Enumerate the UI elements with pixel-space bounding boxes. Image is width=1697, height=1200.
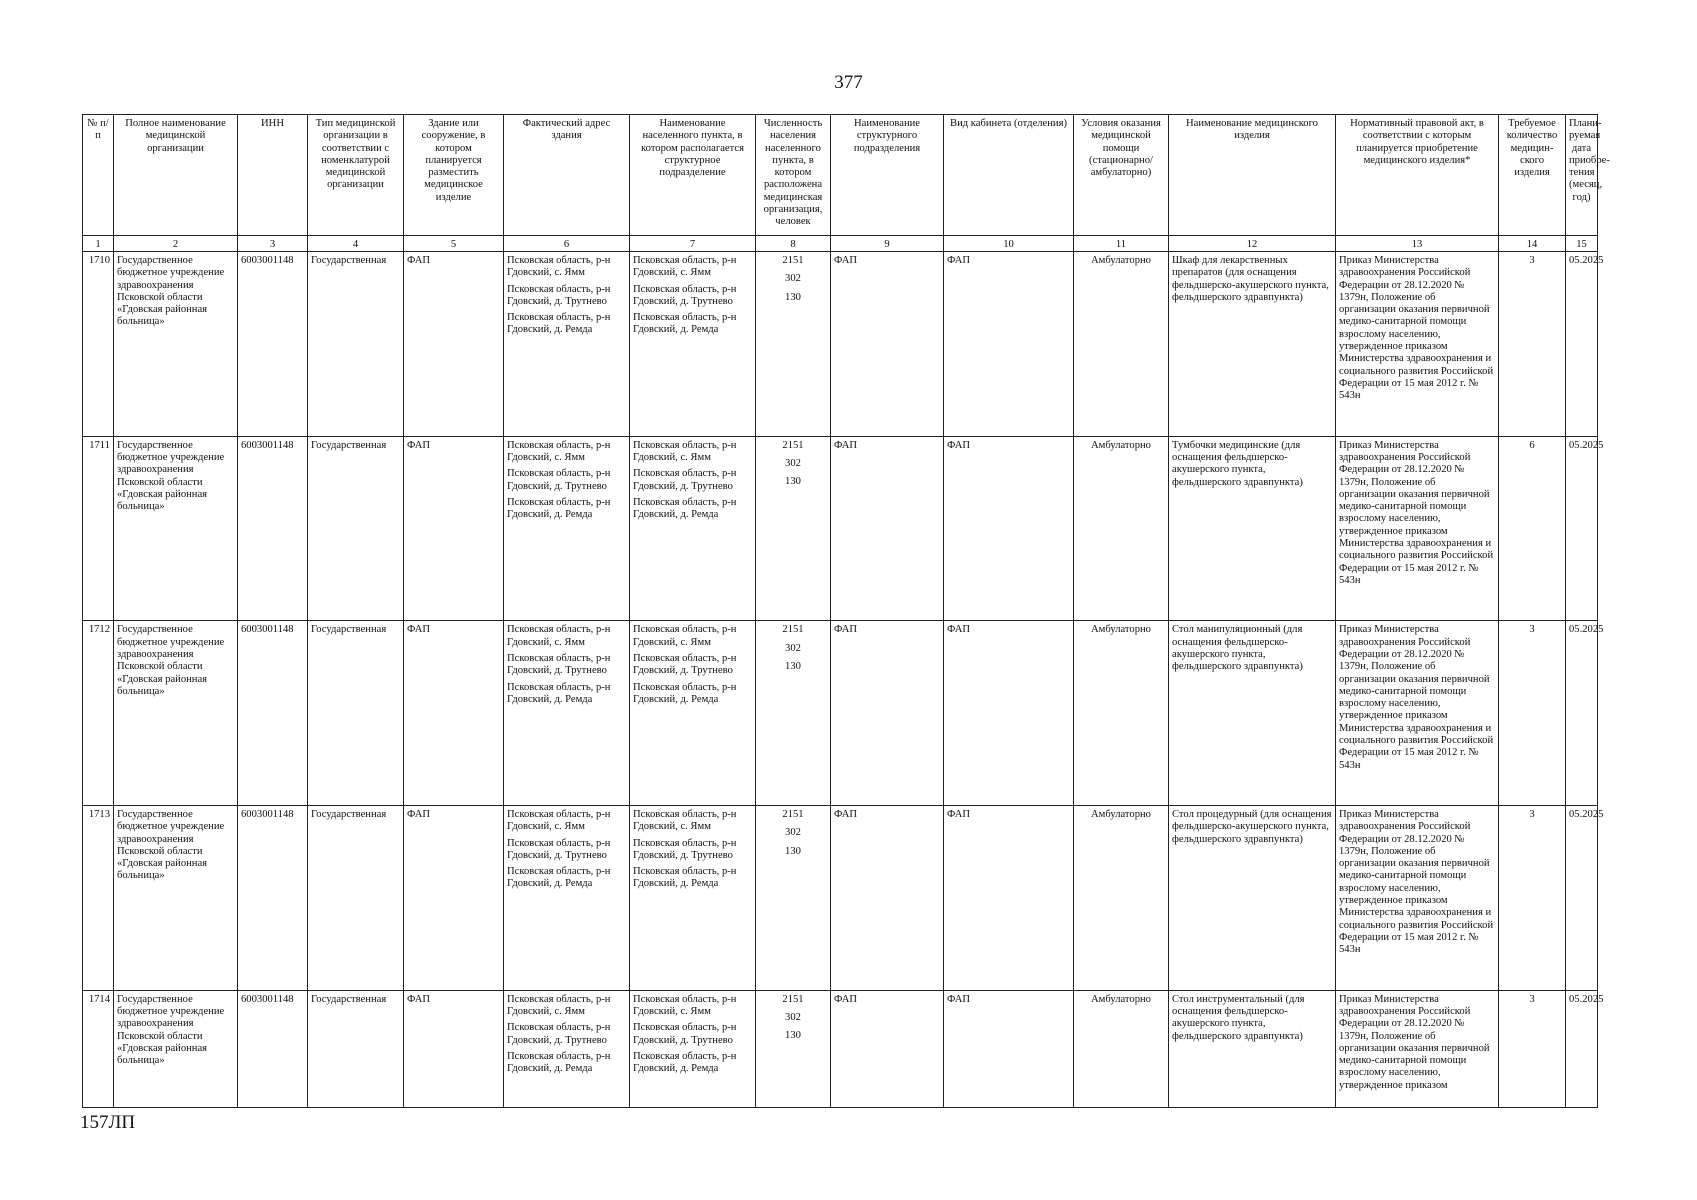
- row-number-cell: 1714: [83, 990, 114, 1107]
- subdivision-cell: ФАП: [831, 252, 944, 437]
- inn-cell: 6003001148: [238, 436, 308, 621]
- organization-cell: Государственное бюджетное учреждение здравоохранения Псковской области «Гдовская районная больница»: [114, 805, 238, 990]
- header-cell: Полное наименование медицинской организации: [114, 115, 238, 236]
- inn-cell: 6003001148: [238, 990, 308, 1107]
- organization-type-cell: Государственная: [308, 436, 404, 621]
- settlement-cell: [630, 436, 756, 621]
- address-cell: [504, 990, 630, 1107]
- building-cell: ФАП: [404, 805, 504, 990]
- page-number: 377: [834, 72, 863, 93]
- population-value: 2151: [782, 624, 804, 636]
- row-number-cell: 1710: [83, 252, 114, 437]
- building-cell: ФАП: [404, 436, 504, 621]
- population-value: 302: [785, 273, 801, 285]
- row-number-cell: 1712: [83, 621, 114, 806]
- settlement-line: Псковская область, р-н Гдовский, д. Ремда: [633, 312, 737, 336]
- table-row: [83, 805, 1598, 990]
- address-line: Псковская область, р-н Гдовский, с. Ямм: [507, 993, 611, 1017]
- footer-code: 157ЛП: [80, 1112, 136, 1133]
- settlement-line: Псковская область, р-н Гдовский, д. Трутнево: [633, 1022, 737, 1046]
- row-number-cell: 1711: [83, 436, 114, 621]
- header-cell: Условия оказания медицинской помощи (стационарно/ амбулаторно): [1074, 115, 1169, 236]
- settlement-line: Псковская область, р-н Гдовский, д. Ремда: [633, 1050, 737, 1075]
- population-value: 2151: [782, 993, 804, 1005]
- column-number: 15: [1566, 236, 1598, 252]
- address-cell: [504, 252, 630, 437]
- table-row: [83, 436, 1598, 621]
- building-cell: ФАП: [404, 252, 504, 437]
- conditions-cell: Амбулаторно: [1074, 990, 1169, 1107]
- column-number: 5: [404, 236, 504, 252]
- conditions-cell: Амбулаторно: [1074, 252, 1169, 437]
- population-value: 2151: [782, 439, 804, 451]
- settlement-line: Псковская область, р-н Гдовский, с. Ямм: [633, 624, 737, 648]
- address-cell: [504, 805, 630, 990]
- table-header: [83, 115, 1610, 252]
- table-row: [83, 252, 1598, 437]
- legal-act-cell: Приказ Министерства здравоохранения Российской Федерации от 28.12.2020 № 1379н, Положение об организации оказания первичной медико-санитарной помощи взрослому населению, утвержденное приказом Министерства здравоохранения и социального развития Российской Федерации от 15 мая 2012 г. № 543н: [1336, 621, 1499, 806]
- address-line: Псковская область, р-н Гдовский, д. Ремда: [507, 681, 611, 705]
- population-value: 302: [785, 642, 801, 654]
- organization-cell: Государственное бюджетное учреждение здравоохранения Псковской области «Гдовская районная больница»: [114, 436, 238, 621]
- quantity-cell: 3: [1499, 621, 1566, 806]
- settlement-line: Псковская область, р-н Гдовский, д. Трутнево: [633, 283, 737, 307]
- population-cell: [756, 621, 831, 806]
- population-cell: [756, 436, 831, 621]
- legal-act-cell: Приказ Министерства здравоохранения Российской Федерации от 28.12.2020 № 1379н, Положение об организации оказания первичной медико-санитарной помощи взрослому населению, утвержденное приказом Министерства здравоохранения и социального развития Российской Федерации от 15 мая 2012 г. № 543н: [1336, 436, 1499, 621]
- population-cell: [756, 252, 831, 437]
- conditions-cell: Амбулаторно: [1074, 621, 1169, 806]
- organization-cell: Государственное бюджетное учреждение здравоохранения Псковской области «Гдовская районная больница»: [114, 990, 238, 1107]
- header-cell: Наименование медицинского изделия: [1169, 115, 1336, 236]
- address-cell: [504, 436, 630, 621]
- quantity-cell: 3: [1499, 990, 1566, 1107]
- population-value: 130: [785, 476, 801, 488]
- table-row: [83, 990, 1598, 1107]
- conditions-cell: Амбулаторно: [1074, 436, 1169, 621]
- subdivision-cell: ФАП: [831, 621, 944, 806]
- conditions-cell: Амбулаторно: [1074, 805, 1169, 990]
- header-cell: Нормативный правовой акт, в соответствии с которым планируется приобретение медицинского изделия*: [1336, 115, 1499, 236]
- population-value: 302: [785, 457, 801, 469]
- cabinet-cell: ФАП: [944, 805, 1074, 990]
- settlement-line: Псковская область, р-н Гдовский, с. Ямм: [633, 808, 737, 833]
- column-number: 12: [1169, 236, 1336, 252]
- column-number: 2: [114, 236, 238, 252]
- cabinet-cell: ФАП: [944, 621, 1074, 806]
- inn-cell: 6003001148: [238, 252, 308, 437]
- address-line: Псковская область, р-н Гдовский, д. Трутнево: [507, 837, 611, 861]
- column-number: 11: [1074, 236, 1169, 252]
- column-number: 13: [1336, 236, 1499, 252]
- legal-act-cell: Приказ Министерства здравоохранения Российской Федерации от 28.12.2020 № 1379н, Положение об организации оказания первичной медико-санитарной помощи взрослому населению, утвержденное приказом: [1336, 990, 1499, 1107]
- organization-cell: Государственное бюджетное учреждение здравоохранения Псковской области «Гдовская районная больница»: [114, 621, 238, 806]
- address-line: Псковская область, р-н Гдовский, д. Трутнево: [507, 652, 611, 677]
- purchase-date-cell: 05.2025: [1566, 252, 1598, 437]
- header-cell: Плани-руемая дата приобре-тения (месяц, год): [1566, 115, 1598, 236]
- header-cell: Численность населения населенного пункта, в котором расположена медицинская организация, человек: [756, 115, 831, 236]
- device-cell: Стол инструментальный (для оснащения фельдшерско-акушерского пункта, фельдшерского здравпункта): [1169, 990, 1336, 1107]
- header-cell: № п/п: [83, 115, 114, 236]
- subdivision-cell: ФАП: [831, 805, 944, 990]
- building-cell: ФАП: [404, 621, 504, 806]
- address-line: Псковская область, р-н Гдовский, д. Ремда: [507, 866, 611, 890]
- column-number: 7: [630, 236, 756, 252]
- address-line: Псковская область, р-н Гдовский, с. Ямм: [507, 624, 611, 648]
- table-row: [83, 621, 1598, 806]
- quantity-cell: 3: [1499, 805, 1566, 990]
- subdivision-cell: ФАП: [831, 436, 944, 621]
- address-line: Псковская область, р-н Гдовский, с. Ямм: [507, 255, 611, 279]
- building-cell: ФАП: [404, 990, 504, 1107]
- column-number: 4: [308, 236, 404, 252]
- settlement-line: Псковская область, р-н Гдовский, с. Ямм: [633, 439, 737, 463]
- purchase-date-cell: 05.2025: [1566, 805, 1598, 990]
- settlement-cell: [630, 621, 756, 806]
- population-value: 130: [785, 1030, 801, 1042]
- column-number: 1: [83, 236, 114, 252]
- population-value: 130: [785, 660, 801, 672]
- address-line: Псковская область, р-н Гдовский, д. Трутнево: [507, 283, 611, 307]
- inn-cell: 6003001148: [238, 621, 308, 806]
- cabinet-cell: ФАП: [944, 252, 1074, 437]
- population-cell: [756, 990, 831, 1107]
- header-cell: Наименование структурного подразделения: [831, 115, 944, 236]
- header-cell: ИНН: [238, 115, 308, 236]
- settlement-line: Псковская область, р-н Гдовский, с. Ямм: [633, 255, 737, 279]
- organization-type-cell: Государственная: [308, 252, 404, 437]
- table-body: [83, 252, 1604, 1108]
- settlement-line: Псковская область, р-н Гдовский, д. Ремда: [633, 496, 737, 521]
- column-number-row: [83, 236, 1598, 252]
- column-number: 14: [1499, 236, 1566, 252]
- settlement-line: Псковская область, р-н Гдовский, д. Трутнево: [633, 652, 737, 677]
- organization-type-cell: Государственная: [308, 805, 404, 990]
- device-cell: Стол процедурный (для оснащения фельдшерско-акушерского пункта, фельдшерского здравпункта): [1169, 805, 1336, 990]
- address-line: Псковская область, р-н Гдовский, с. Ямм: [507, 439, 611, 463]
- settlement-cell: [630, 805, 756, 990]
- cabinet-cell: ФАП: [944, 436, 1074, 621]
- column-number: 3: [238, 236, 308, 252]
- population-cell: [756, 805, 831, 990]
- settlement-cell: [630, 990, 756, 1107]
- subdivision-cell: ФАП: [831, 990, 944, 1107]
- purchase-date-cell: 05.2025: [1566, 990, 1598, 1107]
- population-value: 130: [785, 291, 801, 303]
- header-cell: Наименование населенного пункта, в котором располагается структурное подразделение: [630, 115, 756, 236]
- device-cell: Тумбочки медицинские (для оснащения фельдшерско-акушерского пункта, фельдшерского здравпункта): [1169, 436, 1336, 621]
- header-cell: Фактический адрес здания: [504, 115, 630, 236]
- quantity-cell: 6: [1499, 436, 1566, 621]
- population-value: 2151: [782, 255, 804, 266]
- address-line: Псковская область, р-н Гдовский, д. Ремда: [507, 496, 611, 521]
- header-cell: Вид кабинета (отделения): [944, 115, 1074, 236]
- settlement-line: Псковская область, р-н Гдовский, д. Трутнево: [633, 837, 737, 861]
- population-value: 130: [785, 845, 801, 857]
- address-line: Псковская область, р-н Гдовский, д. Ремда: [507, 1050, 611, 1075]
- address-line: Псковская область, р-н Гдовский, д. Ремда: [507, 312, 611, 336]
- legal-act-cell: Приказ Министерства здравоохранения Российской Федерации от 28.12.2020 № 1379н, Положение об организации оказания первичной медико-санитарной помощи взрослому населению, утвержденное приказом Министерства здравоохранения и социального развития Российской Федерации от 15 мая 2012 г. № 543н: [1336, 252, 1499, 437]
- settlement-line: Псковская область, р-н Гдовский, д. Трутнево: [633, 468, 737, 492]
- organization-cell: Государственное бюджетное учреждение здравоохранения Псковской области «Гдовская районная больница»: [114, 252, 238, 437]
- quantity-cell: 3: [1499, 252, 1566, 437]
- settlement-cell: [630, 252, 756, 437]
- address-line: Псковская область, р-н Гдовский, с. Ямм: [507, 808, 611, 833]
- purchase-date-cell: 05.2025: [1566, 621, 1598, 806]
- header-cell: Требуемое количество медицин-ского изделия: [1499, 115, 1566, 236]
- population-value: 302: [785, 827, 801, 839]
- header-row: [83, 115, 1598, 236]
- address-line: Псковская область, р-н Гдовский, д. Трутнево: [507, 1022, 611, 1046]
- device-cell: Стол манипуляционный (для оснащения фельдшерско-акушерского пункта, фельдшерского здравпункта): [1169, 621, 1336, 806]
- legal-act-cell: Приказ Министерства здравоохранения Российской Федерации от 28.12.2020 № 1379н, Положение об организации оказания первичной медико-санитарной помощи взрослому населению, утвержденное приказом Министерства здравоохранения и социального развития Российской Федерации от 15 мая 2012 г. № 543н: [1336, 805, 1499, 990]
- purchase-date-cell: 05.2025: [1566, 436, 1598, 621]
- header-cell: Тип медицинской организации в соответствии с номенклатурой медицинской организации: [308, 115, 404, 236]
- column-number: 8: [756, 236, 831, 252]
- settlement-line: Псковская область, р-н Гдовский, д. Ремда: [633, 681, 737, 705]
- organization-type-cell: Государственная: [308, 621, 404, 806]
- population-value: 2151: [782, 808, 804, 820]
- medical-equipment-table: [82, 114, 1610, 1108]
- address-cell: [504, 621, 630, 806]
- column-number: 10: [944, 236, 1074, 252]
- header-cell: Здание или сооружение, в котором планируется разместить медицинское изделие: [404, 115, 504, 236]
- organization-type-cell: Государственная: [308, 990, 404, 1107]
- address-line: Псковская область, р-н Гдовский, д. Трутнево: [507, 468, 611, 492]
- column-number: 6: [504, 236, 630, 252]
- row-number-cell: 1713: [83, 805, 114, 990]
- column-number: 9: [831, 236, 944, 252]
- device-cell: Шкаф для лекарственных препаратов (для оснащения фельдшерско-акушерского пункта, фельдшерского здравпункта): [1169, 252, 1336, 437]
- settlement-line: Псковская область, р-н Гдовский, д. Ремда: [633, 866, 737, 890]
- population-value: 302: [785, 1011, 801, 1023]
- settlement-line: Псковская область, р-н Гдовский, с. Ямм: [633, 993, 737, 1017]
- inn-cell: 6003001148: [238, 805, 308, 990]
- cabinet-cell: ФАП: [944, 990, 1074, 1107]
